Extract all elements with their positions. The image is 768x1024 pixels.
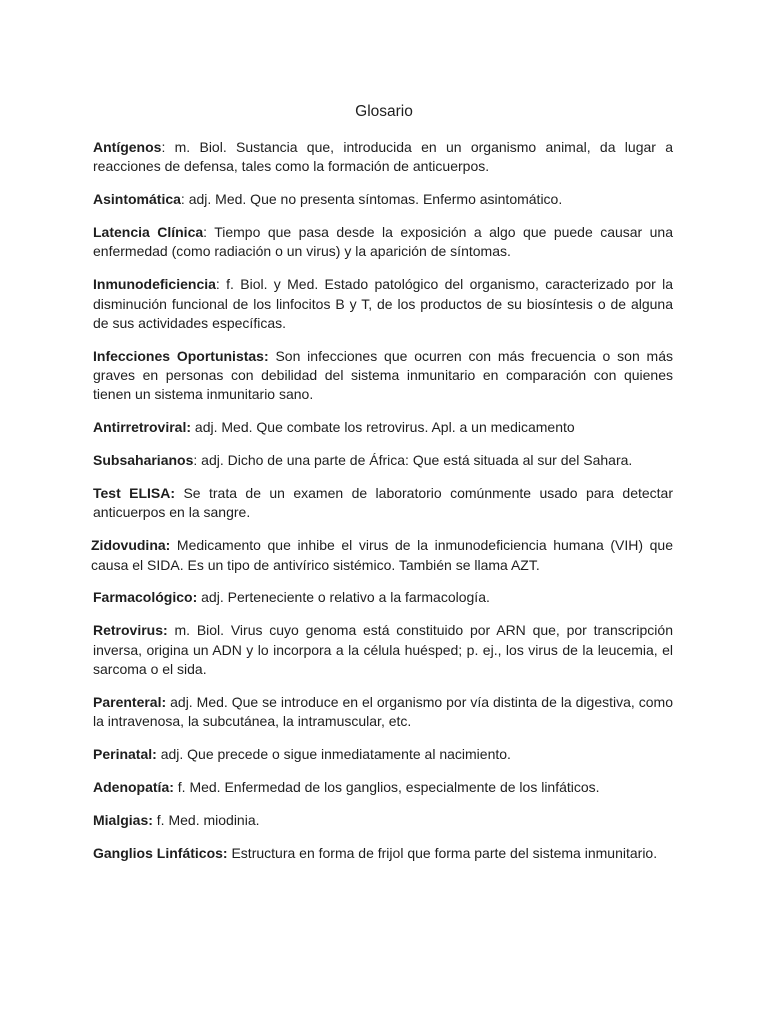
entry-definition: adj. Med. Que se introduce en el organismo por vía distinta de la digestiva, como la intravenosa, la subcutánea, la intramuscular, etc. <box>93 693 674 730</box>
entry-term: Inmunodeficiencia <box>93 276 216 293</box>
entry-separator: : <box>215 276 227 293</box>
entry-term: Retrovirus: <box>93 622 168 639</box>
entry-term: Perinatal: <box>93 745 157 762</box>
entry-definition: Medicamento que inhibe el virus de la inmunodeficiencia humana (VIH) que causa el SIDA. Es un tipo de antivírico sistémico. También se llama AZT. <box>91 537 673 573</box>
glossary-entry <box>93 621 673 679</box>
page-title: Glosario <box>355 103 413 120</box>
glossary-entry <box>93 347 673 405</box>
entry-term: Antirretroviral: <box>93 419 192 436</box>
entry-definition: m. Biol. Sustancia que, introducida en un organismo animal, da lugar a reacciones de defensa, tales como la formación de anticuerpos. <box>93 139 674 175</box>
entry-definition: adj. Med. Que combate los retrovirus. Apl. a un medicamento <box>194 419 575 436</box>
entry-definition: f. Med. miodinia. <box>156 811 260 828</box>
entry-term: Adenopatía: <box>93 778 174 795</box>
entry-separator: : <box>180 191 189 208</box>
glossary-entry <box>93 223 673 262</box>
entry-term: Parenteral: <box>93 693 167 710</box>
glossary-entry <box>93 588 673 607</box>
entry-separator <box>170 537 177 553</box>
glossary-entry <box>93 484 673 523</box>
entry-term: Zidovudina: <box>91 537 171 554</box>
entry-definition: Son infecciones que ocurren con más frecuencia o son más graves en personas con debilidad del sistema inmunitario en comparación con quienes tienen un sistema inmunitario sano. <box>93 347 673 403</box>
entry-separator: : <box>193 452 202 469</box>
entry-term: Antígenos <box>93 139 162 155</box>
entry-definition: Se trata de un examen de laboratorio comúnmente usado para detectar anticuerpos en la sangre. <box>93 485 673 521</box>
glossary-entry <box>93 844 673 863</box>
glossary-entry <box>93 190 673 209</box>
entry-term: Ganglios Linfáticos: <box>93 844 228 861</box>
entry-separator: : <box>161 139 175 155</box>
glossary-entry <box>93 275 673 333</box>
entry-definition: adj. Med. Que no presenta síntomas. Enfermo asintomático. <box>188 191 563 208</box>
glossary-entry <box>93 138 673 177</box>
entry-definition: f. Med. Enfermedad de los ganglios, especialmente de los linfáticos. <box>177 778 600 795</box>
glossary-entry <box>93 811 673 830</box>
entry-definition: Tiempo que pasa desde la exposición a algo que puede causar una enfermedad (como radiación o un virus) y la aparición de síntomas. <box>93 224 674 260</box>
glossary-entry <box>93 418 673 437</box>
entry-definition: Estructura en forma de frijol que forma parte del sistema inmunitario. <box>231 844 658 861</box>
glossary-entry <box>91 536 673 575</box>
entry-definition: f. Biol. y Med. Estado patológico del organismo, caracterizado por la disminución funcional de los linfocitos B y T, de los productos de su biosíntesis o de alguna de sus actividades específicas. <box>93 276 674 331</box>
entry-term: Farmacológico: <box>93 589 198 606</box>
entry-separator: : <box>203 224 215 241</box>
glossary-list <box>93 138 673 877</box>
entry-definition: adj. Perteneciente o relativo a la farmacología. <box>201 589 490 606</box>
entry-term: Test ELISA: <box>93 485 176 502</box>
entry-definition: m. Biol. Virus cuyo genoma está constituido por ARN que, por transcripción inversa, origina un ADN y lo incorpora a la célula huésped; p. ej., los virus de la leucemia, el sarcoma o el sida. <box>93 622 673 677</box>
glossary-entry <box>93 693 673 732</box>
entry-term: Mialgias: <box>93 811 153 828</box>
entry-term: Infecciones Oportunistas: <box>93 347 269 364</box>
entry-definition: adj. Que precede o sigue inmediatamente al nacimiento. <box>160 745 511 762</box>
entry-term: Asintomática <box>93 191 181 208</box>
glossary-entry <box>93 745 673 764</box>
glossary-entry <box>93 778 673 797</box>
entry-term: Subsaharianos <box>93 452 194 469</box>
entry-term: Latencia Clínica <box>93 224 204 241</box>
glossary-entry <box>93 451 673 470</box>
entry-definition: adj. Dicho de una parte de África: Que está situada al sur del Sahara. <box>201 452 633 469</box>
